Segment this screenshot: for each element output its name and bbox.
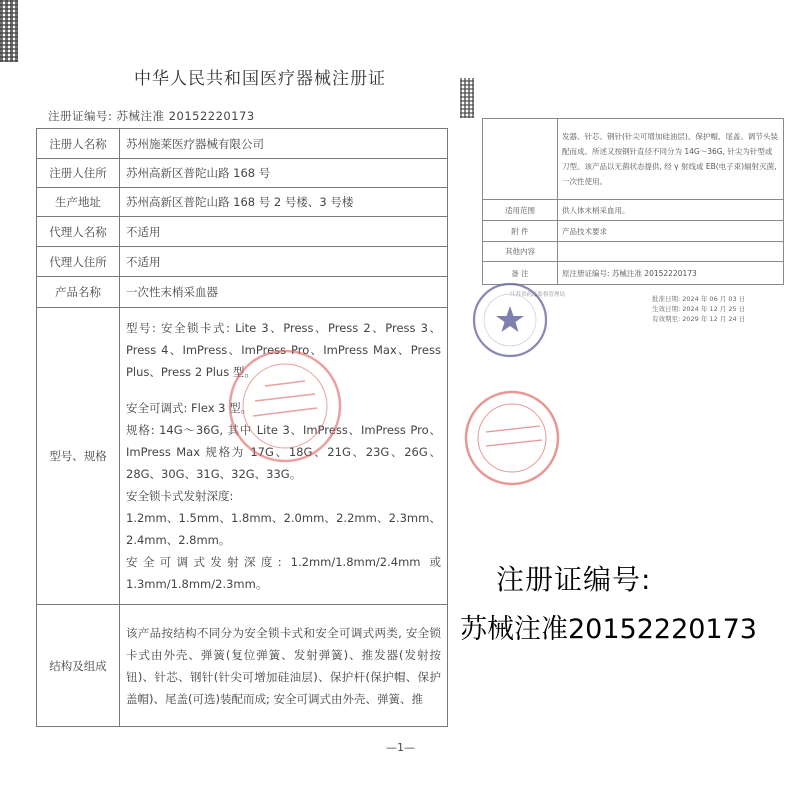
table-row <box>483 242 784 262</box>
row-value: 苏州施莱医疗器械有限公司 <box>120 129 448 159</box>
table-row <box>37 247 448 277</box>
official-seal-stamp <box>470 280 550 360</box>
row-value: 不适用 <box>120 247 448 277</box>
row-value: 该产品按结构不同分为安全锁卡式和安全可调式两类, 安全锁卡式由外壳、弹簧(复位弹簧、发射弹簧)、推发器(发射按钮)、针芯、钢针(针尖可增加硅油层)、保护杆(保护帽、保护盖帽)、尾盖(可选)装配而成; 安全可调式由外壳、弹簧、推 <box>120 605 448 727</box>
row-value: 供人体末梢采血用。 <box>558 200 784 221</box>
row-value: 一次性末梢采血器 <box>120 277 448 308</box>
overlay-label: 注册证编号: <box>496 563 652 596</box>
certificate-title: 中华人民共和国医疗器械注册证 <box>134 69 386 89</box>
row-label: 备 注 <box>483 262 558 285</box>
row-label: 生产地址 <box>37 188 120 217</box>
row-label: 代理人名称 <box>37 217 120 247</box>
model-line: 安全锁卡式发射深度: <box>126 489 234 503</box>
row-value: 原注册证编号: 苏械注准 20152220173 <box>558 262 784 285</box>
effective-date: 生效日期: 2024 年 12 月 25 日 <box>652 305 746 313</box>
dates-block <box>652 294 745 324</box>
row-value: 苏州高新区普陀山路 168 号 <box>120 159 448 188</box>
issuing-authority: 江苏省药品监督管理局 <box>510 292 566 298</box>
company-seal-stamp <box>225 346 345 466</box>
table-row <box>37 129 448 159</box>
row-value: 产品技术要求 <box>558 221 784 242</box>
qr-code-left <box>0 0 18 62</box>
approval-date: 批准日期: 2024 年 06 月 03 日 <box>652 295 746 303</box>
row-label: 结构及组成 <box>37 605 120 727</box>
row-value: 发器、针芯、钢针(针尖可增加硅油层)、保护帽、尾盖、调节头装配而成。所述又按钢针直径不同分为 14G～36G, 针尖为针型或刀型。该产品以无菌状态提供, 经 γ 射线或 EB(电子束)辐射灭菌, 一次性使用。 <box>558 119 784 200</box>
row-label: 其他内容 <box>483 242 558 262</box>
model-line: 型号: 安全锁卡式: Lite 3、Press、Press 2、Press 3、Press 4、ImPress、ImPress Pro、ImPress Max、Press Plus、Press 2 Plus 型。 <box>126 321 441 379</box>
page-number: —1— <box>386 741 415 754</box>
row-label: 代理人住所 <box>37 247 120 277</box>
expiry-date: 有效期至: 2029 年 12 月 24 日 <box>652 315 746 323</box>
row-value: 不适用 <box>120 217 448 247</box>
table-row <box>483 119 784 200</box>
row-label: 适用范围 <box>483 200 558 221</box>
row-label: 产品名称 <box>37 277 120 308</box>
table-row <box>483 200 784 221</box>
overlay-registration-number: 苏械注准20152220173 <box>460 614 757 645</box>
row-value <box>558 242 784 262</box>
row-label: 型号、规格 <box>37 308 120 605</box>
table-row <box>483 221 784 242</box>
company-seal-stamp <box>462 388 562 488</box>
table-row <box>37 277 448 308</box>
table-row <box>37 159 448 188</box>
row-label <box>483 119 558 200</box>
row-label: 注册人住所 <box>37 159 120 188</box>
model-line: 安全可调式发射深度: 1.2mm/1.8mm/2.4mm 或 1.3mm/1.8mm/2.3mm。 <box>126 555 441 591</box>
row-value: 苏州高新区普陀山路 168 号 2 号楼、3 号楼 <box>120 188 448 217</box>
qr-code-right <box>460 78 474 118</box>
model-line: 1.2mm、1.5mm、1.8mm、2.0mm、2.2mm、2.3mm、2.4mm、2.8mm。 <box>126 511 441 547</box>
table-row <box>37 217 448 247</box>
row-label: 附 件 <box>483 221 558 242</box>
row-label: 注册人名称 <box>37 129 120 159</box>
registration-number-line: 注册证编号: 苏械注准 20152220173 <box>48 109 255 123</box>
model-line: 安全可调式: Flex 3 型。 <box>126 401 253 415</box>
table-row-structure <box>37 605 448 727</box>
continuation-table <box>482 118 784 285</box>
table-row <box>37 188 448 217</box>
model-line: 规格: 14G～36G, 其中 Lite 3、ImPress、ImPress Pro、ImPress Max 规格为 17G、18G、21G、23G、26G、28G、30G、31G、32G、33G。 <box>126 423 441 481</box>
